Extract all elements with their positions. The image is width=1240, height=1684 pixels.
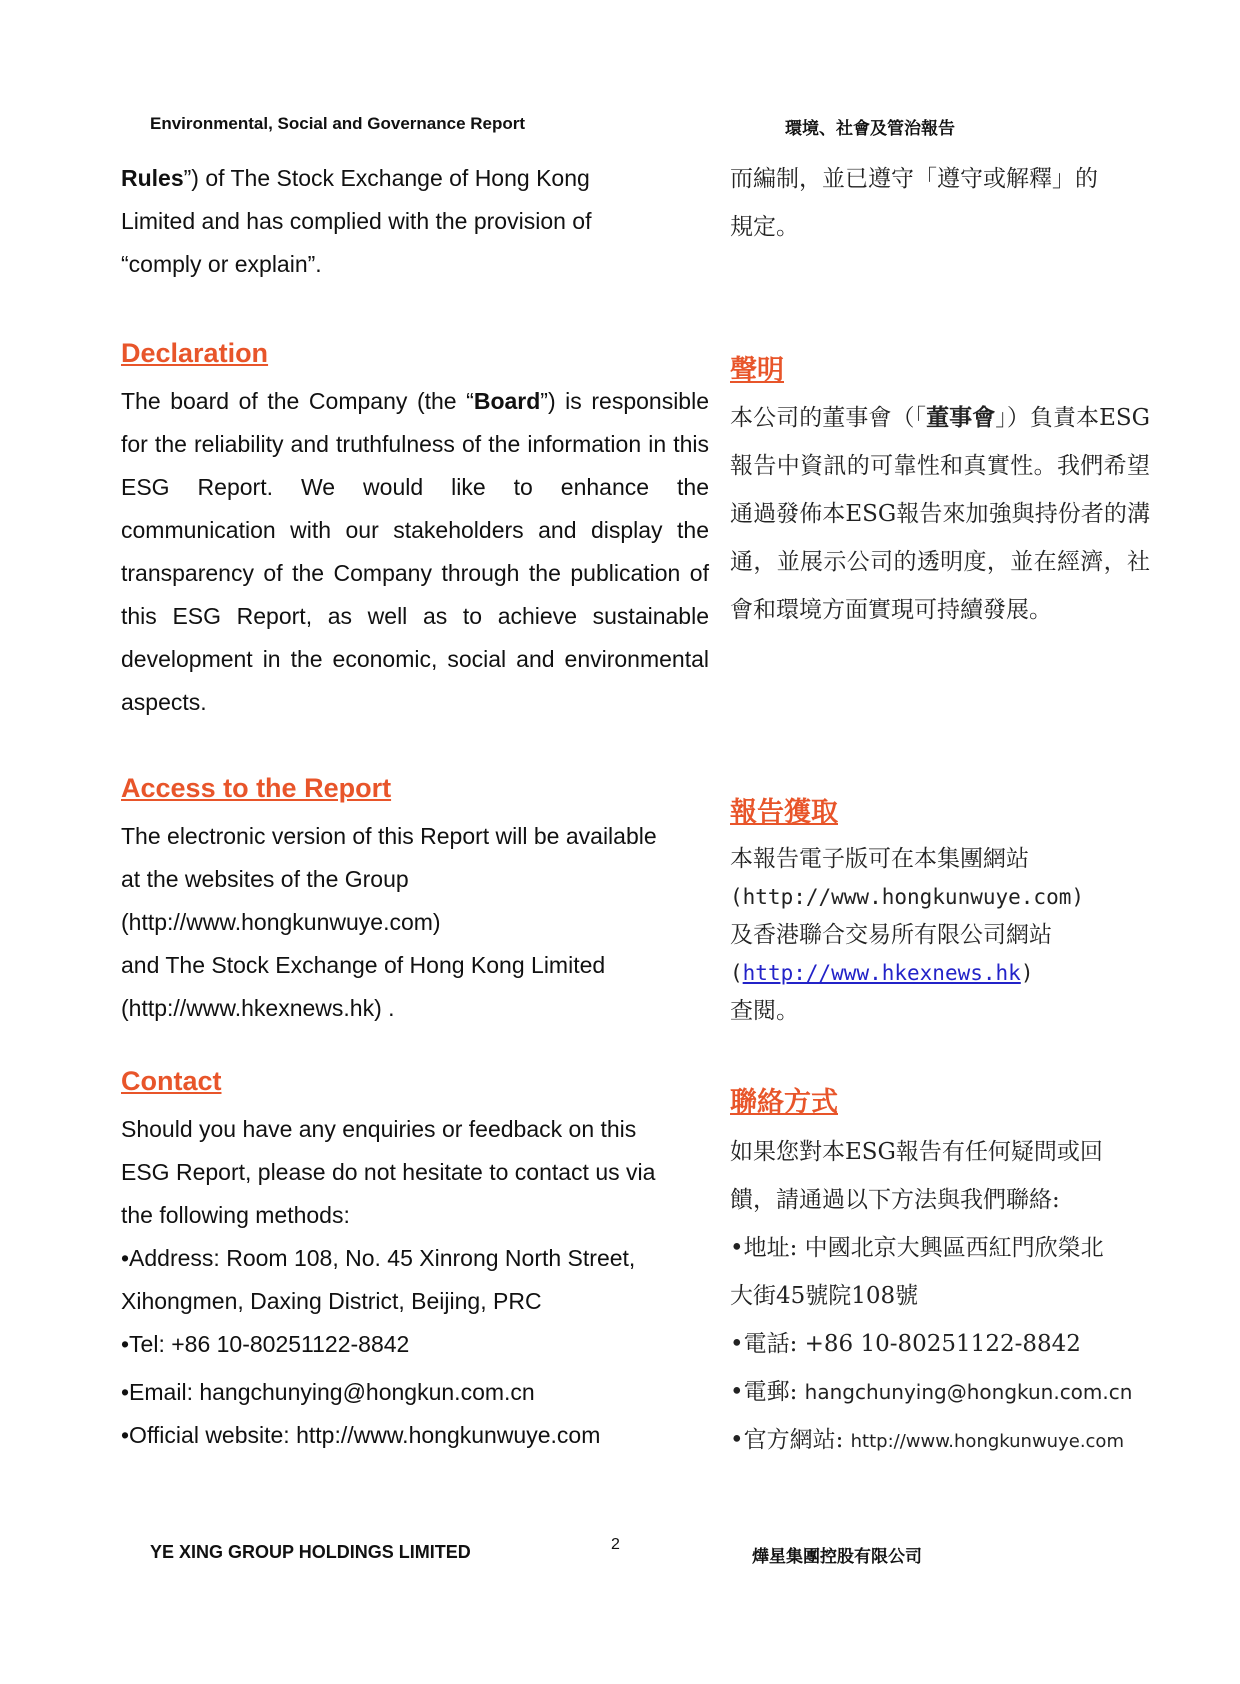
declaration-en-post: ”) is responsible for the reliability and truthfulness of the information in this ESG Report. We would like to enhance the communication with our stakeholders and display the transparency of the Company through the publication of this ESG Report, as well as to achieve sustainable development in the economic, social and environmental aspects. — [121, 388, 709, 715]
intro-en — [121, 157, 709, 286]
declaration-en-pre: The board of the Company (the “ — [121, 388, 474, 414]
contact-zh-address-1: •地址: 中國北京大興區西紅門欣榮北 — [730, 1235, 1104, 1261]
paren-close: ) — [1020, 961, 1034, 985]
report-title-en: Environmental, Social and Governance Report — [150, 114, 526, 133]
declaration-heading-zh: 聲明 — [730, 355, 784, 386]
contact-en-address-1: •Address: Room 108, No. 45 Xinrong North Street, — [121, 1245, 636, 1271]
contact-en-line-1: Should you have any enquiries or feedback on this — [121, 1116, 637, 1142]
contact-en-line-2: ESG Report, please do not hesitate to contact us via — [121, 1159, 656, 1185]
board-bold-zh: 董事會 — [926, 404, 996, 431]
contact-en-email: •Email: hangchunying@hongkun.com.cn — [121, 1379, 535, 1405]
email-label-zh: •電郵: — [730, 1379, 805, 1405]
contact-zh-tel: •電話: +86 10-80251122-8842 — [730, 1331, 1081, 1357]
access-en-line-1: The electronic version of this Report will be available — [121, 823, 657, 849]
contact-en-line-3: the following methods: — [121, 1202, 350, 1228]
email-value-zh: hangchunying@hongkun.com.cn — [804, 1380, 1133, 1404]
intro-en-line-3: “comply or explain”. — [121, 251, 322, 277]
rules-bold: Rules — [121, 165, 184, 191]
access-zh-url-1: (http://www.hongkunwuye.com) — [730, 885, 1085, 909]
declaration-zh-post: 」）負責本ESG報告中資訊的可靠性和真實性。我們希望通過發佈本ESG報告來加強與持份者的溝通，並展示公司的透明度，並在經濟，社會和環境方面實現可持續發展。 — [730, 405, 1151, 623]
intro-en-line-1 — [121, 157, 709, 200]
contact-heading-zh: 聯絡方式 — [730, 1087, 838, 1118]
hkexnews-link[interactable]: http://www.hkexnews.hk — [742, 961, 1021, 985]
access-en-line-3: (http://www.hongkunwuye.com) — [121, 909, 441, 935]
intro-en-rest: ”) of The Stock Exchange of Hong Kong — [183, 165, 590, 191]
website-label-zh: •官方網站: — [730, 1427, 851, 1453]
access-zh-line-1: 本報告電子版可在本集團網站 — [730, 846, 1029, 872]
paren-open: ( — [730, 961, 743, 985]
contact-en-website: •Official website: http://www.hongkunwuye.com — [121, 1422, 601, 1448]
access-zh-line-4 — [730, 954, 1150, 992]
intro-en-line-2: Limited and has complied with the provision of — [121, 208, 592, 234]
contact-body-zh — [730, 1128, 1150, 1466]
intro-zh-line-2: 規定。 — [730, 214, 799, 240]
contact-zh-line-1: 如果您對本ESG報告有任何疑問或回 — [730, 1139, 1103, 1165]
declaration-zh-pre: 本公司的董事會（「 — [730, 405, 927, 431]
access-en-line-5: (http://www.hkexnews.hk) . — [121, 995, 395, 1021]
footer-company-zh: 燁星集團控股有限公司 — [752, 1547, 922, 1567]
access-en-line-4: and The Stock Exchange of Hong Kong Limited — [121, 952, 606, 978]
access-heading-en: Access to the Report — [121, 773, 392, 803]
website-value-zh: http://www.hongkunwuye.com — [850, 1431, 1124, 1452]
contact-zh-address-2: 大街45號院108號 — [730, 1283, 919, 1309]
access-en-line-2: at the websites of the Group — [121, 866, 409, 892]
contact-zh-website — [730, 1416, 1150, 1466]
intro-zh — [730, 155, 1150, 251]
intro-zh-line-1: 而編制，並已遵守「遵守或解釋」的 — [730, 166, 1098, 192]
access-zh-line-3: 及香港聯合交易所有限公司網站 — [730, 922, 1052, 948]
access-zh-line-5: 查閱。 — [730, 998, 799, 1024]
footer-company-en: YE XING GROUP HOLDINGS LIMITED — [150, 1542, 471, 1562]
declaration-body-zh — [730, 394, 1150, 634]
contact-zh-email — [730, 1368, 1150, 1416]
page-number: 2 — [611, 1536, 620, 1553]
declaration-heading-en: Declaration — [121, 338, 269, 368]
contact-body-en — [121, 1108, 709, 1457]
declaration-body-en — [121, 380, 709, 724]
contact-en-tel: •Tel: +86 10-80251122-8842 — [121, 1331, 410, 1357]
access-body-en — [121, 815, 709, 1030]
contact-heading-en: Contact — [121, 1066, 222, 1096]
access-body-zh — [730, 840, 1150, 1030]
contact-zh-line-2: 饋，請通過以下方法與我們聯絡: — [730, 1187, 1060, 1213]
access-heading-zh: 報告獲取 — [730, 797, 838, 828]
report-title-zh: 環境、社會及管治報告 — [785, 119, 955, 139]
contact-en-address-2: Xihongmen, Daxing District, Beijing, PRC — [121, 1288, 542, 1314]
board-bold: Board — [473, 388, 541, 414]
